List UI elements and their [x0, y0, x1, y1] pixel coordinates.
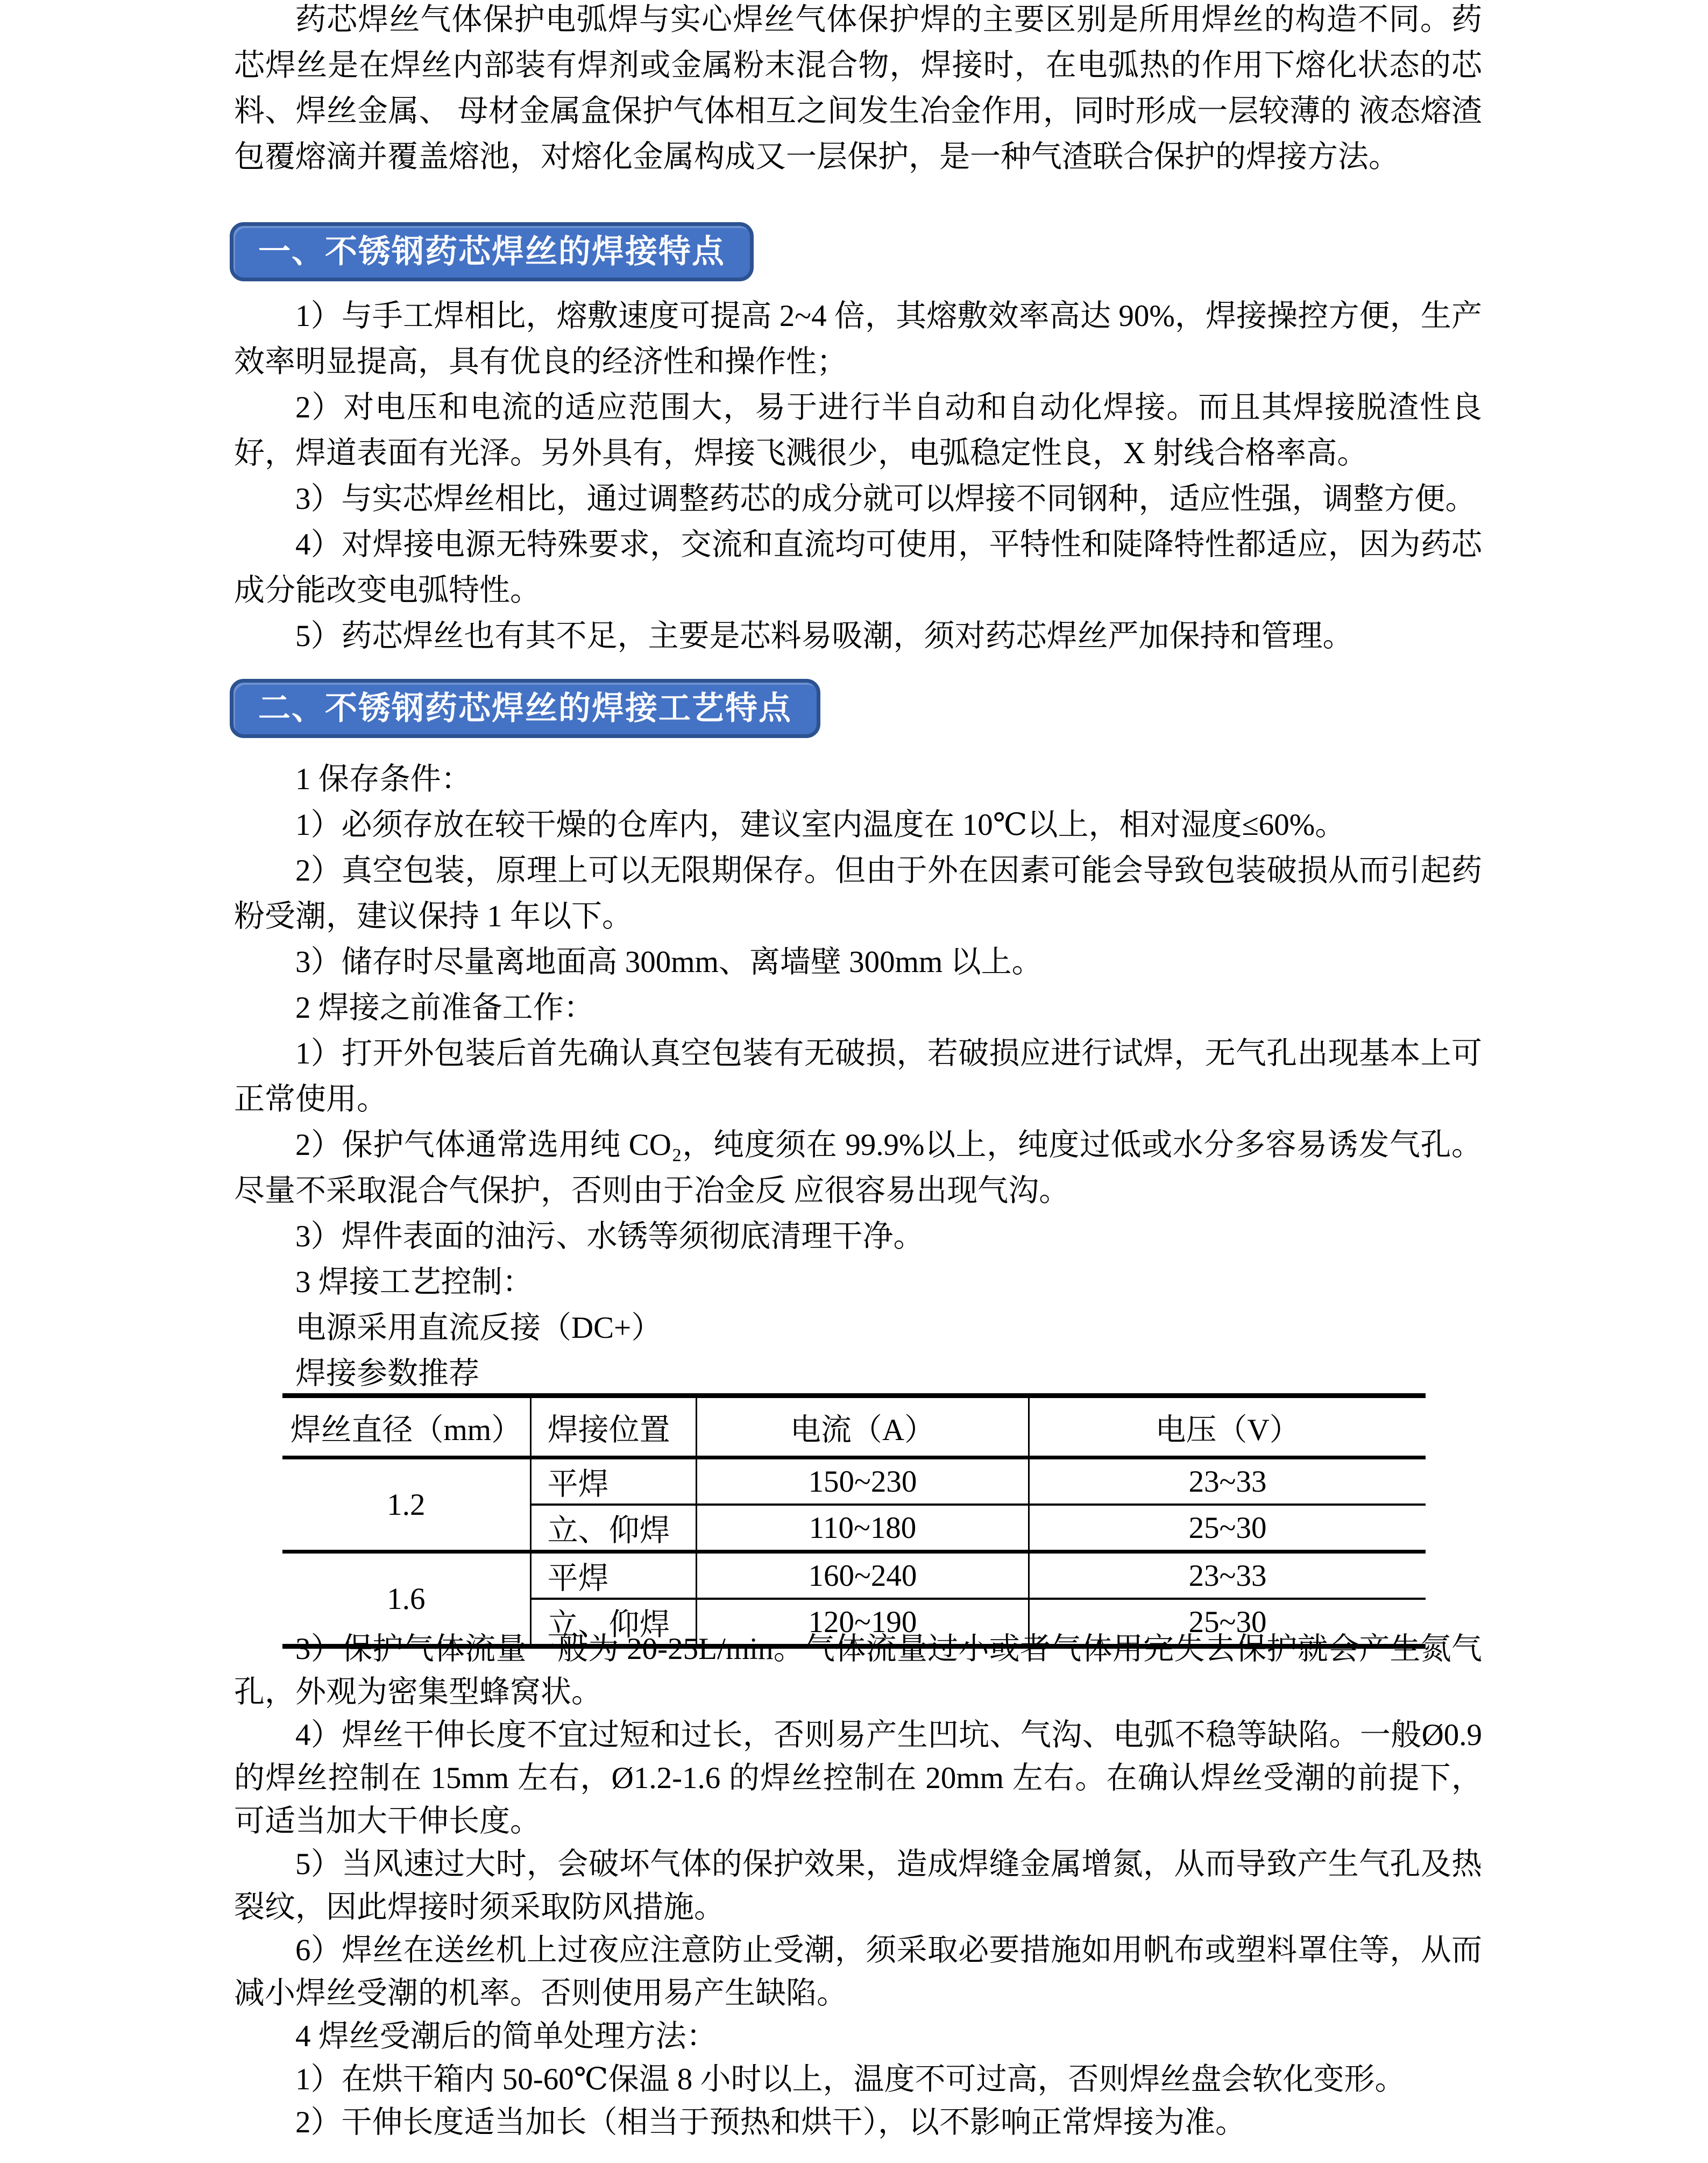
section2-paragraph: 电源采用直流反接（DC+） [295, 1311, 662, 1345]
cell-voltage: 25~30 [1029, 1505, 1426, 1552]
section2-paragraph: 5）当风速过大时，会破坏气体的保护效果，造成焊缝金属增氮，从而导致产生气孔及热裂纹，因此焊接时须采取防风措施。 [234, 1847, 1482, 1924]
section2-paragraph: 1）必须存放在较干燥的仓库内，建议室内温度在 10℃以上，相对湿度≤60%。 [295, 808, 1346, 842]
table-row [282, 1458, 1426, 1505]
section1-item: 5）药芯焊丝也有其不足，主要是芯料易吸潮，须对药芯焊丝严加保持和管理。 [295, 619, 1353, 653]
section1-heading-text: 一、不锈钢药芯焊丝的焊接特点 [258, 233, 725, 270]
intro-paragraph: 药芯焊丝气体保护电弧焊与实心焊丝气体保护焊的主要区别是所用焊丝的构造不同。药芯焊丝是在焊丝内部装有焊剂或金属粉末混合物，焊接时，在电弧热的作用下熔化状态的芯料、焊丝金属、 母材金属盒保护气体相互之间发生冶金作用，同时形成一层较薄的 液态熔渣包覆熔滴并覆盖熔池，对熔化金属构成又一层保护，是一种气渣联合保护的焊接方法。 [234, 3, 1482, 174]
table-header-row [282, 1396, 1426, 1458]
section1-body [234, 293, 1482, 659]
cell-current: 110~180 [696, 1505, 1029, 1552]
section2-paragraph: 2）保护气体通常选用纯 CO₂，纯度须在 99.9%以上，纯度过低或水分多容易诱发气孔。尽量不采取混合气保护，否则由于冶金反 应很容易出现气沟。 [234, 1128, 1482, 1208]
section2-paragraph: 2）干伸长度适当加长（相当于预热和烘干），以不影响正常焊接为准。 [295, 2105, 1246, 2139]
section2-paragraph: 1 保存条件： [295, 762, 472, 796]
cell-position: 立、仰焊 [530, 1505, 696, 1552]
section2-paragraph: 1）在烘干箱内 50-60℃保温 8 小时以上，温度不可过高，否则焊丝盘会软化变形。 [295, 2062, 1406, 2096]
header-voltage: 电压（V） [1029, 1396, 1426, 1458]
welding-parameters-table [282, 1393, 1426, 1649]
cell-position: 平焊 [530, 1552, 696, 1599]
cell-current: 160~240 [696, 1552, 1029, 1599]
section2-paragraph: 1）打开外包装后首先确认真空包装有无破损，若破损应进行试焊，无气孔出现基本上可正常使用。 [234, 1037, 1482, 1116]
table-row [282, 1552, 1426, 1599]
intro-section [234, 0, 1482, 180]
section2-paragraph: 4）焊丝干伸长度不宜过短和过长，否则易产生凹坑、气沟、电弧不稳等缺陷。一般Ø0.9的焊丝控制在 15mm 左右，Ø1.2-1.6 的焊丝控制在 20mm 左右。在确认焊丝受潮的前提下，可适当加大干伸长度。 [234, 1718, 1482, 1838]
section2-after-table [234, 1628, 1482, 2144]
header-wire-diameter: 焊丝直径（mm） [282, 1396, 530, 1458]
cell-position: 平焊 [530, 1458, 696, 1505]
section1-item: 2）对电压和电流的适应范围大，易于进行半自动和自动化焊接。而且其焊接脱渣性良好，焊道表面有光泽。另外具有，焊接飞溅很少，电弧稳定性良，X 射线合格率高。 [234, 391, 1482, 470]
section1-item: 3）与实芯焊丝相比，通过调整药芯的成分就可以焊接不同钢种，适应性强，调整方便。 [295, 482, 1476, 516]
section2-heading-text: 二、不锈钢药芯焊丝的焊接工艺特点 [258, 690, 792, 726]
cell-current: 150~230 [696, 1458, 1029, 1505]
section2-paragraph: 3 焊接工艺控制： [295, 1265, 533, 1299]
section2-paragraph: 焊接参数推荐 [295, 1357, 479, 1391]
section2-paragraph: 4 焊丝受潮后的简单处理方法： [295, 2019, 717, 2053]
section2-heading-box [230, 679, 820, 738]
section2-paragraph: 3）保护气体流量一般为 20-25L/min。气体流量过小或者气体用完失去保护就会产生氮气孔，外观为密集型蜂窝状。 [234, 1632, 1482, 1709]
section2-paragraph: 3）储存时尽量离地面高 300mm、离墙壁 300mm 以上。 [295, 945, 1043, 979]
cell-voltage: 25~30 [1029, 1599, 1426, 1647]
section2-paragraph: 6）焊丝在送丝机上过夜应注意防止受潮，须采取必要措施如用帆布或塑料罩住等，从而减小焊丝受潮的机率。否则使用易产生缺陷。 [234, 1933, 1482, 2010]
section1-item: 4）对焊接电源无特殊要求，交流和直流均可使用，平特性和陡降特性都适应，因为药芯成分能改变电弧特性。 [234, 528, 1482, 607]
cell-diameter: 1.2 [282, 1458, 530, 1552]
section2-paragraph: 2）真空包装，原理上可以无限期保存。但由于外在因素可能会导致包装破损从而引起药粉受潮，建议保持 1 年以下。 [234, 854, 1482, 933]
document-content [234, 0, 1482, 2163]
section1-item: 1）与手工焊相比，熔敷速度可提高 2~4 倍，其熔敷效率高达 90%，焊接操控方便，生产效率明显提高，具有优良的经济性和操作性； [234, 299, 1482, 379]
cell-diameter: 1.6 [282, 1552, 530, 1647]
cell-current: 120~190 [696, 1599, 1029, 1647]
section2-body [234, 756, 1482, 1396]
cell-voltage: 23~33 [1029, 1552, 1426, 1599]
section2-paragraph: 3）焊件表面的油污、水锈等须彻底清理干净。 [295, 1219, 924, 1253]
section1-heading-box [230, 222, 754, 281]
section2-paragraph: 2 焊接之前准备工作： [295, 991, 594, 1025]
header-current: 电流（A） [696, 1396, 1029, 1458]
cell-voltage: 23~33 [1029, 1458, 1426, 1505]
cell-position: 立、仰焊 [530, 1599, 696, 1647]
header-welding-position: 焊接位置 [530, 1396, 696, 1458]
